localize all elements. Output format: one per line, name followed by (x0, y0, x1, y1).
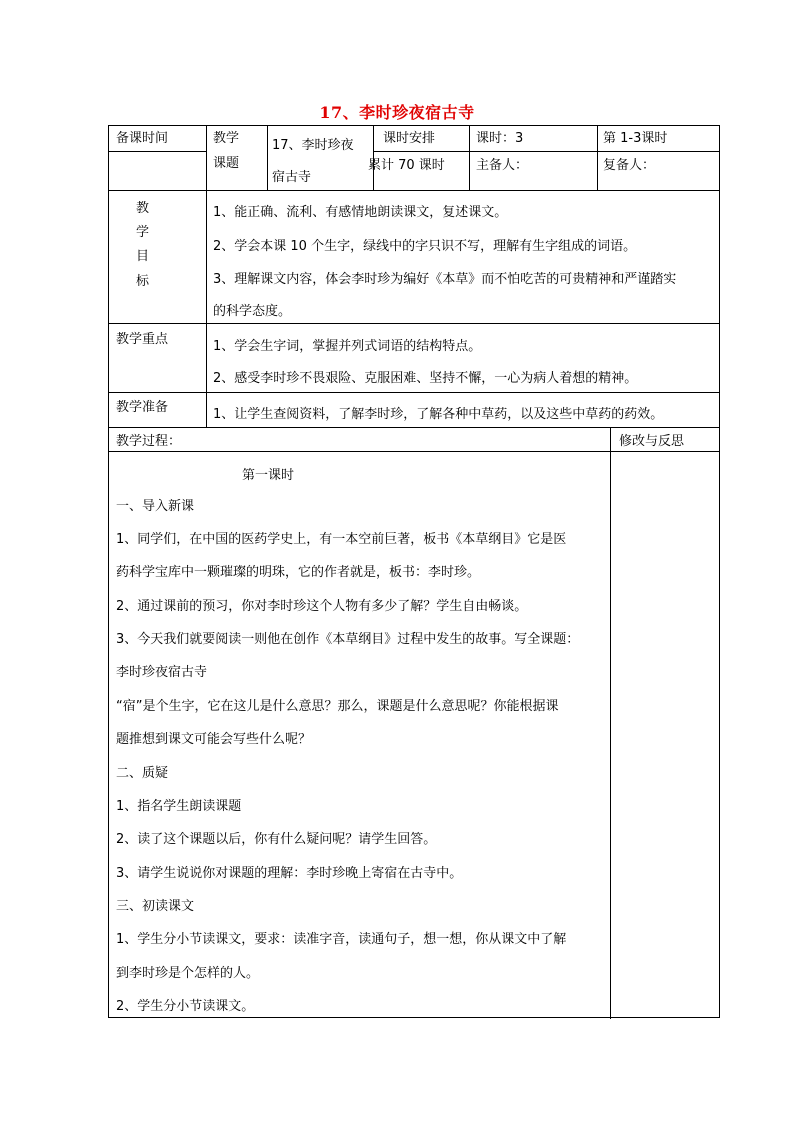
main-preparer: 主备人： (476, 158, 529, 173)
process-label: 教学过程： (116, 434, 182, 449)
process-line: 二、质疑 (116, 766, 169, 781)
process-line: 到李时珍是个怎样的人。 (116, 966, 260, 981)
objective-line: 2、学会本课 10 个生字，绿线中的字只识不写，理解有生字组成的词语。 (213, 239, 637, 254)
key-point-line: 2、感受李时珍不畏艰险、克服困难、坚持不懈，一心为病人着想的精神。 (213, 371, 638, 386)
process-line: 1、指名学生朗读课题 (116, 799, 242, 814)
key-point-line: 1、学会生字词，掌握并列式词语的结构特点。 (213, 339, 482, 354)
document-title: 17、李时珍夜宿古寺 (319, 103, 475, 122)
objective-line: 3、理解课文内容，体会李时珍为编好《本草》而不怕吃苦的可贵精神和严谨踏实 (213, 272, 677, 287)
co-preparer: 复备人： (603, 158, 656, 173)
objectives-label-char: 标 (136, 274, 150, 289)
preparation-line: 1、让学生查阅资料，了解李时珍，了解各种中草药，以及这些中草药的药效。 (213, 407, 664, 422)
process-line: 2、通过课前的预习，你对李时珍这个人物有多少了解？学生自由畅谈。 (116, 599, 528, 614)
key-points-label: 教学重点 (116, 332, 169, 347)
lesson-range: 第 1-3课时 (603, 131, 668, 146)
preparation-label: 教学准备 (116, 400, 169, 415)
process-line: 药科学宝库中一颗璀璨的明珠，它的作者就是，板书：李时珍。 (116, 565, 481, 580)
process-line: 三、初读课文 (116, 899, 195, 914)
process-line: 第一课时 (242, 468, 295, 483)
process-line: 2、学生分小节读课文。 (116, 999, 255, 1014)
process-line: 1、同学们，在中国的医药学史上，有一本空前巨著，板书《本草纲目》它是医 (116, 532, 567, 547)
topic-label-line2: 课题 (213, 156, 240, 171)
process-line: 3、请学生说说你对课题的理解：李时珍晚上寄宿在古寺中。 (116, 866, 463, 881)
process-line: 一、导入新课 (116, 499, 195, 514)
topic-value-line2: 宿古寺 (272, 170, 312, 185)
reflection-label: 修改与反思 (619, 434, 685, 449)
process-line: 2、读了这个课题以后，你有什么疑问呢？请学生回答。 (116, 832, 437, 847)
objectives-label-char: 学 (136, 225, 150, 240)
topic-label-line1: 教学 (213, 131, 240, 146)
prep-time-label: 备课时间 (116, 131, 169, 146)
cumulative-hours: 累计 70 课时 (368, 158, 445, 173)
lesson-plan-table (108, 125, 720, 1018)
objective-line: 1、能正确、流利、有感情地朗读课文，复述课文。 (213, 205, 508, 220)
objectives-label-char: 教 (136, 201, 150, 216)
process-line: “宿”是个生字，它在这儿是什么意思？那么，课题是什么意思呢？你能根据课 (116, 699, 559, 714)
objective-line: 的科学态度。 (213, 304, 292, 319)
process-line: 李时珍夜宿古寺 (116, 665, 208, 680)
process-line: 题推想到课文可能会写些什么呢？ (116, 732, 312, 747)
process-line: 1、学生分小节读课文，要求：读准字音，读通句子，想一想，你从课文中了解 (116, 932, 567, 947)
schedule-label: 课时安排 (383, 131, 436, 146)
topic-value-line1: 17、李时珍夜 (272, 138, 354, 153)
class-hours: 课时：3 (476, 131, 524, 146)
process-line: 3、今天我们就要阅读一则他在创作《本草纲目》过程中发生的故事。写全课题： (116, 632, 580, 647)
objectives-label-char: 目 (136, 249, 150, 264)
